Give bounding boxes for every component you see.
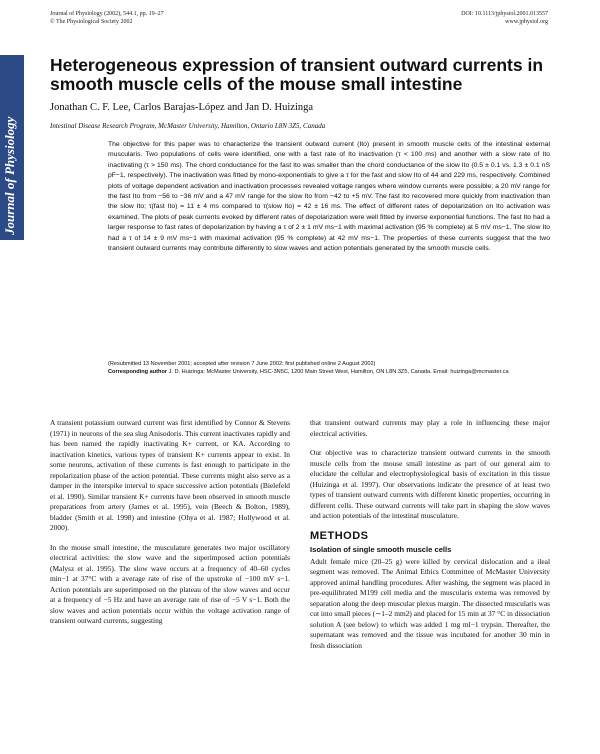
copyright: © The Physiological Society 2002 (50, 19, 133, 25)
methods-paragraph: Adult female mice (20–25 g) were killed by cervical dislocation and a ileal segment was removed. The Animal Ethics Committee of McMaster University approved animal handling procedures. After washing, the segment was placed in pre-equilibrated M199 cell media and the muscularis externa was removed by separation along the deep muscular plexus margin. The dissected muscularis was cut into small pieces (∼1–2 mm2) and placed for 15 min at 37 °C in dissociation solution A (see below) to which was added 1 mg ml−1 trypsin. Thereafter, the supernatant was removed and the tissue was incubated for another 30 min in fresh dissociation (310, 556, 550, 650)
body-left-column (50, 418, 290, 636)
body-right-column (310, 418, 550, 651)
authors: Jonathan C. F. Lee, Carlos Barajas-López and Jan D. Huizinga (50, 102, 314, 113)
journal-sidebar (0, 55, 24, 240)
header-left (50, 10, 164, 26)
methods-heading: METHODS (310, 529, 369, 542)
received-dates: (Resubmitted 13 November 2001; accepted after revision 7 June 2002; first published online 2 August 2002) (108, 361, 376, 367)
citation: Journal of Physiology (2002), 544.1, pp. 19–27 (50, 11, 164, 17)
intro-paragraph-3: that transient outward currents may play a role in influencing these major electrical activities. (310, 418, 550, 438)
journal-sidebar-text: Journal of Physiology (2, 116, 17, 235)
doi: DOI: 10.1113/jphysiol.2001.013557 (461, 11, 548, 17)
corresponding-author (108, 368, 550, 376)
abstract: The objective for this paper was to characterize the transient outward current (Ito) present in smooth muscle cells of the intestinal external muscularis. Two populations of cells were identified, one with a fast rate of Ito inactivation (τ < 100 ms) and another with a slow rate of Ito inactivating (τ > 150 ms). The chord conductance for the fast Ito was smaller than the chord conductance of the slow Ito (0.5 ± 0.1 vs. 1.3 ± 0.1 nS pF−1, respectively). The inactivation was fitted by mono-exponentials to give a τ for the fast and slow Ito of 44 and 229 ms, respectively. Combined plots of voltage dependent activation and inactivation processes revealed voltage ranges where window currents were possible; a 20 mV range for the fast Ito from −56 to −36 mV and a 47 mV range for the slow Ito from −42 to +5 mV. The fast Ito recovered more quickly from inactivation than the slow Ito; τ(fast Ito) = 11 ± 4 ms compared to τ(slow Ito) = 42 ± 16 ms. The effect of different rates of depolarization on Ito activation was examined. The plots of peak currents evoked by different rates of depolarization were well fitted by inverse exponential functions. The fast Ito had a larger response to fast rates of depolarization by having a τ of 2 ± 1 mV ms−1 with maximal activation (95 % complete) at 5 mV ms−1. The slow Ito had a τ of 14 ± 9 mV ms−1 with maximal activation (95 % complete) at 42 mV ms−1. The properties of these currents suggest that the two transient outward currents may contribute differently to slow waves and action potentials generated by the smooth muscle cells. (108, 141, 550, 253)
corresponding-text: J. D. Huizinga: McMaster University, HSC-3N5C, 1200 Main Street West, Hamilton, ON L8N 3Z5, Canada. Email: huizinga@mcmaster.ca (168, 369, 509, 375)
affiliation: Intestinal Disease Research Program, McMaster University, Hamilton, Ontario L8N 3Z5, Canada (50, 122, 326, 130)
intro-paragraph-4: Our objective was to characterize transient outward currents in the smooth muscle cells from the mouse small intestine as part of our general aim to elucidate the cellular and electrophysiological basis of excitation in this tissue (Huizinga et al. 1997). Our observations indicate the presence of at least two types of transient outward currents with different kinetic properties, occurring in different cells. These outward currents will take part in shaping the slow waves and action potentials of the intestinal musculature. (310, 448, 550, 520)
intro-paragraph-2: In the mouse small intestine, the musculature generates two major oscillatory electrical activities: the slow wave and the superimposed action potentials (Malysz et al. 1995). The slow wave occurs at a frequency of 40–60 cycles min−1 at 37°C with a average rate of rise of the upstroke of −100 mV s−1. Action potentials are superimposed on the plateau of the slow waves and occur at a frequency of −5 Hz and have an average rate of rise of −5 V s−1. Both the slow waves and action potentials occur within the voltage activation range of transient outward currents, suggesting (50, 542, 290, 625)
website: www.jphysiol.org (505, 19, 548, 25)
methods-subheading: Isolation of single smooth muscle cells (310, 545, 452, 554)
intro-paragraph-1: A transient potassium outward current was first identified by Connor & Stevens (1971) in neurons of the sea slug Anisodoris. This current inactivates rapidly and has been named the rapidly inactivating K+ current, or KA. According to inactivation kinetics, various types of transient K+ currents appear to exist. In some neurons, activation of these currents is fast enough to participate in the repolarization phase of the action potential. These currents might also serve as a damper in the interspike interval to space successive action potentials (Bielefeld et al. 1990). Similar transient K+ currents have been observed in smooth muscle preparations from artery (James et al. 1995), vein (Beech & Bolton, 1989), bladder (Smith et al. 1998) and intestine (Ohya et al. 1987; Hollywood et al. 2000). (50, 418, 290, 532)
header-right (461, 10, 548, 26)
article-title: Heterogeneous expression of transient outward currents in smooth muscle cells of the mouse small intestine (50, 55, 544, 94)
received-info (108, 360, 550, 376)
corresponding-label: Corresponding author (108, 369, 168, 375)
